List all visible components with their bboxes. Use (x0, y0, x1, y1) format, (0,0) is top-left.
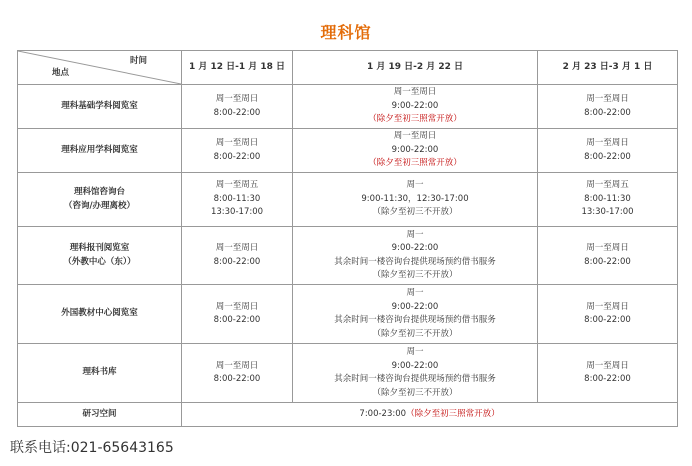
period-header-2: 1 月 19 日-2 月 22 日 (293, 51, 538, 85)
schedule-table (17, 50, 678, 427)
hours-cell-period-3 (538, 227, 678, 285)
hours-line: 8:00-22:00 (213, 315, 261, 325)
hours-cell-period-2 (293, 344, 538, 403)
hours-line: 周一 (406, 229, 424, 240)
diagonal-divider (18, 51, 181, 84)
hours-cell-period-2 (293, 285, 538, 344)
hours-line: 8:00-22:00 (584, 151, 631, 162)
hours-line: 周一至周日 (215, 360, 259, 371)
location-cell (18, 85, 182, 129)
hours-line: 8:00-22:00 (584, 315, 631, 325)
hours-line: 9:00-22:00 (391, 100, 439, 111)
hours-cell-period-3 (538, 85, 678, 129)
hours-line: 周一至周日 (215, 94, 259, 104)
hours-line: 8:00-22:00 (584, 374, 631, 384)
hours-line: 8:00-22:00 (213, 107, 261, 118)
hours-line: 周一至周五 (586, 180, 629, 191)
location-cell: 研习空间 (18, 403, 182, 427)
hours-cell-period-3 (538, 129, 678, 173)
hours-line: 周一至周日 (586, 243, 629, 253)
location-cell (18, 227, 182, 285)
hours-line: 9:00-22:00 (391, 301, 439, 312)
hours-cell-period-3 (538, 173, 678, 227)
hours-cell-period-1 (182, 227, 293, 285)
header-corner-cell (18, 51, 182, 85)
table-row (18, 173, 678, 227)
hours-line: 8:00-22:00 (213, 374, 261, 384)
hours-cell-period-1 (182, 85, 293, 129)
hours-cell-period-2 (293, 227, 538, 285)
location-cell (18, 344, 182, 403)
hours-line: 7:00-23:00 (359, 408, 407, 419)
study-space-hours-cell (182, 403, 678, 427)
hours-line: 周一至周日 (393, 131, 437, 142)
hours-line: 8:00-22:00 (584, 256, 631, 267)
hours-line: 9:00-22:00 (391, 360, 439, 371)
holiday-note: （除夕至初三照常开放） (406, 408, 500, 419)
hours-line: 周一 (406, 288, 424, 298)
table-row (18, 227, 678, 285)
hours-line: （除夕至初三不开放） (372, 328, 458, 339)
location-name: 理科书库 (82, 367, 117, 378)
hours-line: 周一至周日 (586, 301, 629, 312)
hours-line: 周一至周日 (586, 360, 629, 371)
hours-cell-period-3 (538, 285, 678, 344)
time-header-label: 时间 (129, 56, 147, 66)
hours-line: 周一 (406, 347, 424, 357)
hours-cell-period-1 (182, 285, 293, 344)
hours-line: 周一至周日 (586, 94, 629, 104)
location-cell (18, 285, 182, 344)
table-row (18, 85, 678, 129)
hours-line: 8:00-22:00 (584, 107, 631, 118)
hours-line: 8:00-11:30 (213, 193, 261, 204)
hours-line: 13:30-17:00 (581, 207, 634, 218)
hours-line: 其余时间一楼咨询台提供现场预约借书服务 (334, 374, 496, 384)
hours-line: 8:00-22:00 (213, 151, 261, 162)
hours-line: 其余时间一楼咨询台提供现场预约借书服务 (334, 315, 496, 325)
hours-line: 8:00-22:00 (213, 256, 261, 267)
hours-line: 9:00-22:00 (391, 243, 439, 253)
location-cell (18, 173, 182, 227)
location-name: 理科应用学科阅览室 (61, 144, 138, 155)
table-row (18, 285, 678, 344)
hours-line: 9:00-22:00 (391, 144, 439, 155)
place-header-label: 地点 (52, 67, 70, 78)
hours-line: 周一至周日 (215, 243, 259, 253)
hours-line: （除夕至初三不开放） (372, 270, 458, 280)
hours-cell-period-1 (182, 344, 293, 403)
hours-cell-period-2 (293, 85, 538, 129)
location-name: 理科报刊阅览室 (69, 243, 130, 253)
hours-cell-period-1 (182, 129, 293, 173)
hours-line: 周一 (406, 180, 424, 191)
holiday-note: （除夕至初三照常开放） (368, 158, 462, 169)
table-row (18, 344, 678, 403)
hours-line: 周一至周日 (215, 138, 259, 148)
location-name: 理科基础学科阅览室 (61, 100, 138, 111)
hours-line: （除夕至初三不开放） (372, 387, 458, 398)
period-header-1: 1 月 12 日-1 月 18 日 (182, 51, 293, 85)
header-row (18, 51, 678, 85)
hours-line: 周一至周日 (215, 301, 259, 312)
location-name: （外教中心（东）） (63, 256, 136, 267)
hours-line: 周一至周五 (215, 180, 259, 191)
contact-phone: 联系电话:021-65643165 (10, 440, 174, 456)
hours-cell-period-1 (182, 173, 293, 227)
location-name: （咨询/办理离校） (63, 200, 136, 211)
hours-line: 周一至周日 (393, 87, 437, 98)
holiday-note: （除夕至初三照常开放） (368, 114, 462, 125)
hours-line: 其余时间一楼咨询台提供现场预约借书服务 (334, 256, 496, 267)
hours-cell-period-2 (293, 129, 538, 173)
table-row (18, 129, 678, 173)
hours-line: （除夕至初三不开放） (372, 207, 458, 218)
hours-line: 8:00-11:30 (584, 193, 631, 204)
hours-line: 9:00-11:30，12:30-17:00 (361, 193, 469, 204)
table-row-study-space (18, 403, 678, 427)
hours-cell-period-3 (538, 344, 678, 403)
period-header-3: 2 月 23 日-3 月 1 日 (538, 51, 678, 85)
location-name: 外国教材中心阅览室 (61, 308, 138, 319)
location-cell (18, 129, 182, 173)
hours-cell-period-2 (293, 173, 538, 227)
hours-line: 13:30-17:00 (210, 207, 264, 218)
location-name: 理科馆咨询台 (73, 187, 125, 197)
hours-line: 周一至周日 (586, 138, 629, 148)
page-title: 理科馆 (320, 23, 372, 42)
